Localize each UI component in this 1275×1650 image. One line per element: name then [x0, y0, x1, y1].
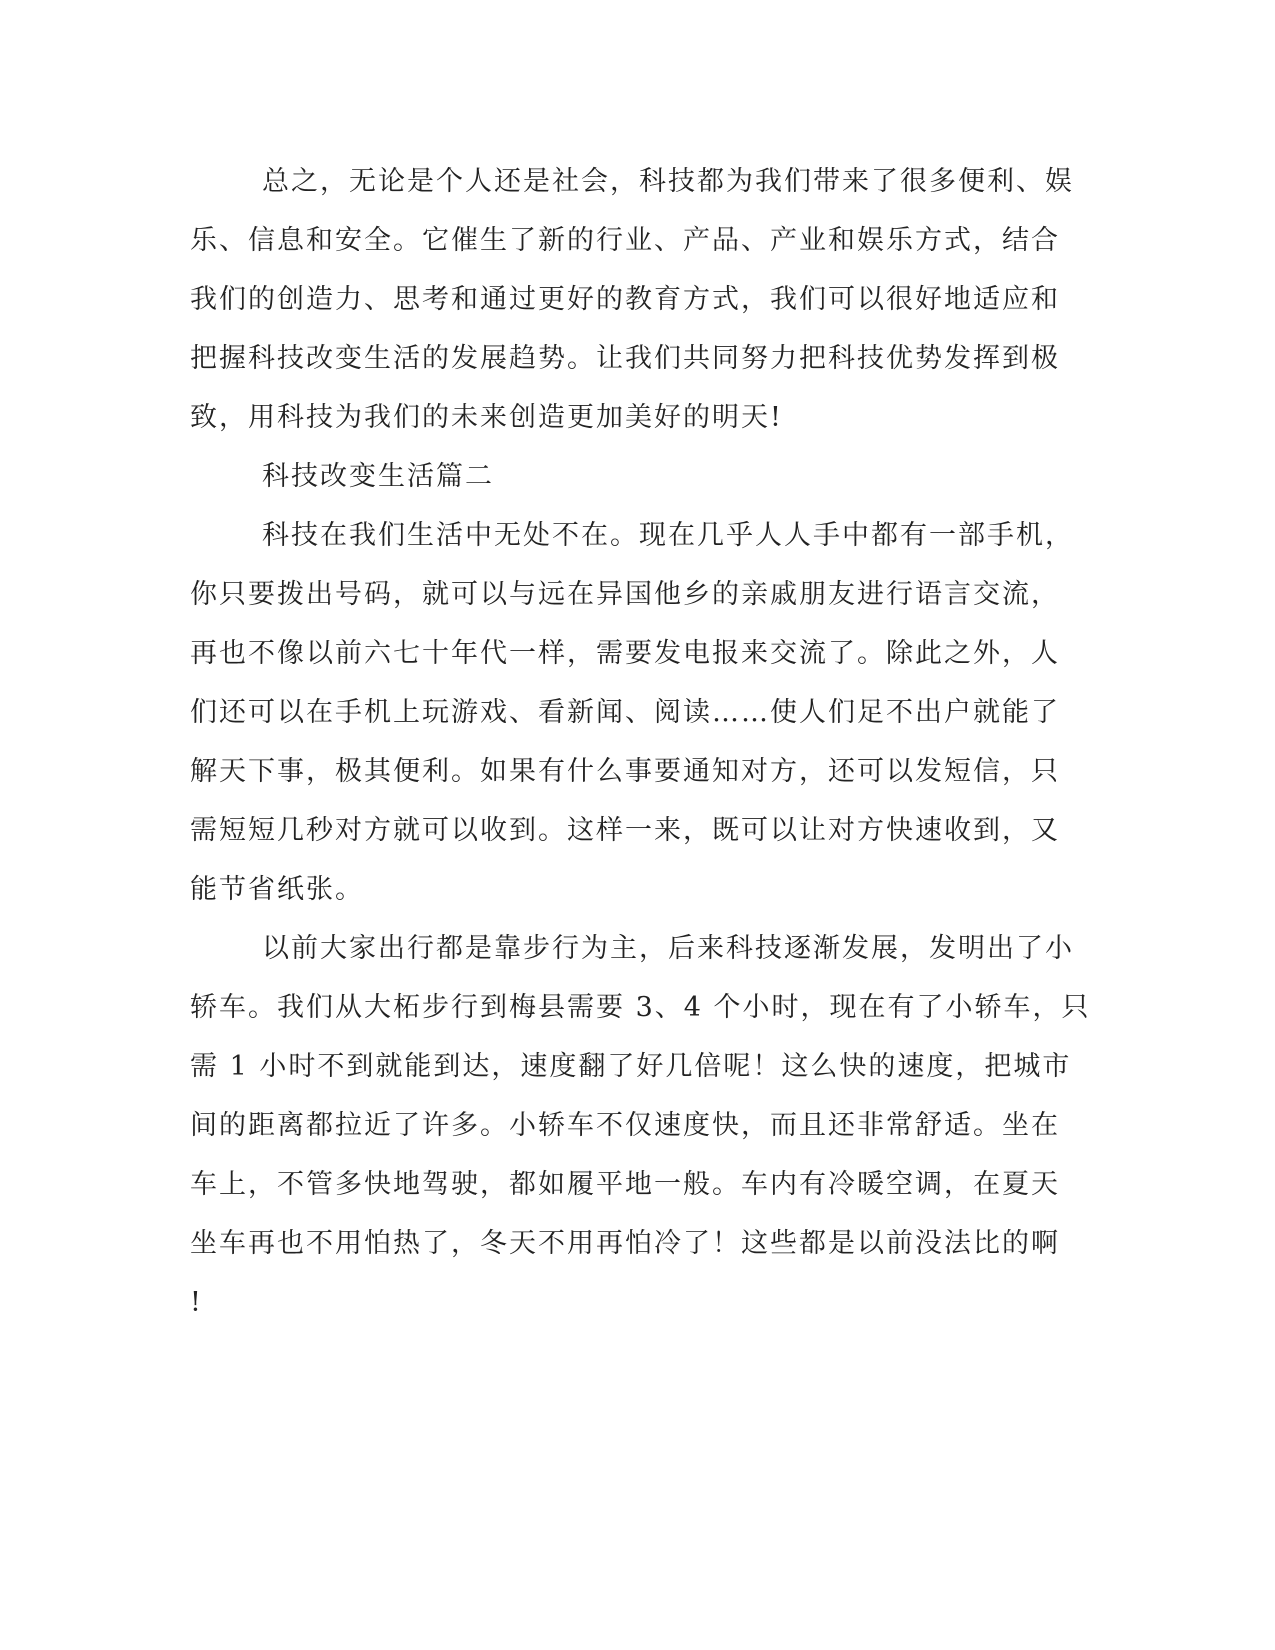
- paragraph-1-line-2: 乐、信息和安全。它催生了新的行业、产品、产业和娱乐方式，结合: [190, 225, 1060, 256]
- paragraph-3-line-2: 轿车。我们从大柘步行到梅县需要 3、4 个小时，现在有了小轿车，只: [190, 992, 1091, 1023]
- paragraph-3-line-6: 坐车再也不用怕热了，冬天不用再怕冷了！这些都是以前没法比的啊: [190, 1228, 1060, 1259]
- paragraph-2-line-3: 再也不像以前六七十年代一样，需要发电报来交流了。除此之外，人: [190, 638, 1060, 669]
- paragraph-1-line-4: 把握科技改变生活的发展趋势。让我们共同努力把科技优势发挥到极: [190, 343, 1060, 374]
- paragraph-2-line-5: 解天下事，极其便利。如果有什么事要通知对方，还可以发短信，只: [190, 756, 1060, 787]
- section-heading: 科技改变生活篇二: [262, 461, 494, 492]
- paragraph-3-line-5: 车上，不管多快地驾驶，都如履平地一般。车内有冷暖空调，在夏天: [190, 1169, 1060, 1200]
- paragraph-2-line-7: 能节省纸张。: [190, 874, 364, 905]
- paragraph-1-line-3: 我们的创造力、思考和通过更好的教育方式，我们可以很好地适应和: [190, 284, 1060, 315]
- paragraph-1-line-1: 总之，无论是个人还是社会，科技都为我们带来了很多便利、娱: [262, 166, 1074, 197]
- paragraph-3-line-1: 以前大家出行都是靠步行为主，后来科技逐渐发展，发明出了小: [262, 933, 1074, 964]
- paragraph-3-line-7: !: [190, 1287, 203, 1318]
- paragraph-2-line-1: 科技在我们生活中无处不在。现在几乎人人手中都有一部手机，: [262, 520, 1074, 551]
- paragraph-2-line-6: 需短短几秒对方就可以收到。这样一来，既可以让对方快速收到，又: [190, 815, 1060, 846]
- paragraph-1-line-5: 致，用科技为我们的未来创造更加美好的明天!: [190, 402, 783, 433]
- paragraph-3-line-4: 间的距离都拉近了许多。小轿车不仅速度快，而且还非常舒适。坐在: [190, 1110, 1060, 1141]
- paragraph-2-line-2: 你只要拨出号码，就可以与远在异国他乡的亲戚朋友进行语言交流，: [190, 579, 1060, 610]
- paragraph-2-line-4: 们还可以在手机上玩游戏、看新闻、阅读……使人们足不出户就能了: [190, 697, 1060, 728]
- paragraph-3-line-3: 需 1 小时不到就能到达，速度翻了好几倍呢！这么快的速度，把城市: [190, 1051, 1072, 1082]
